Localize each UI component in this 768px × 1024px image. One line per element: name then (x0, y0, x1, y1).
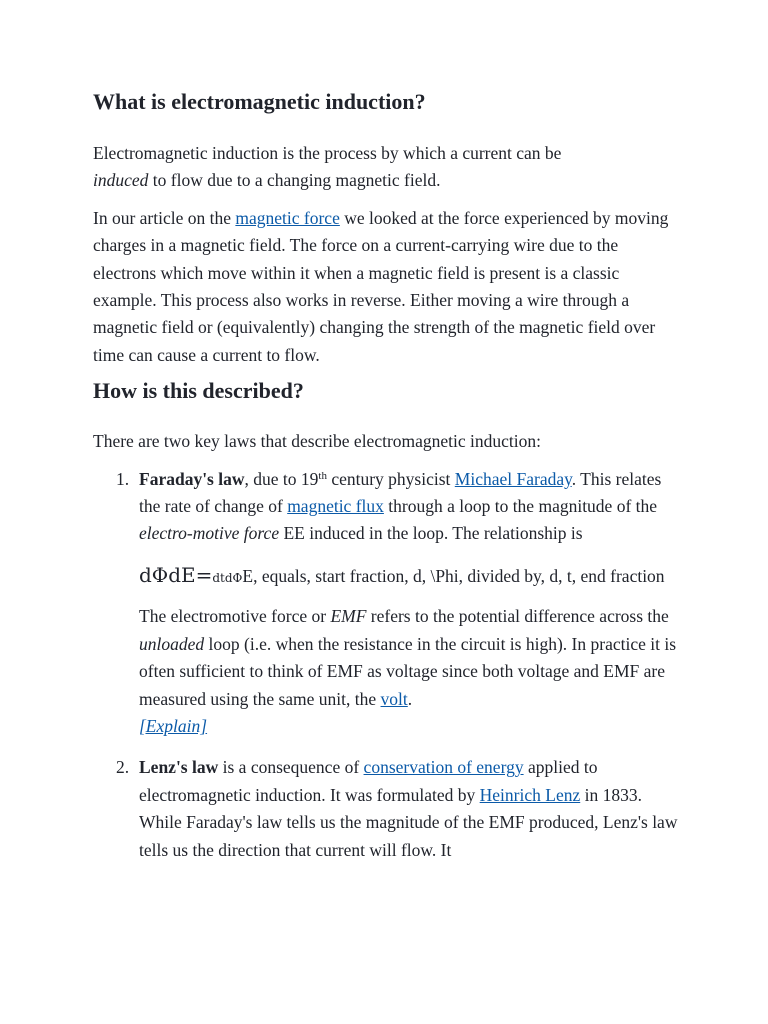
michael-faraday-link[interactable]: Michael Faraday (454, 468, 572, 489)
laws-list (93, 466, 678, 864)
intro-text-b: to flow due to a changing magnetic field. (148, 170, 441, 191)
faraday-text-3: . This relates the rate of change of (139, 468, 662, 517)
lenz-text-1: is a consequence of (218, 757, 364, 778)
list-item-faradays-law (93, 466, 678, 741)
emf-abbrev-emphasis: EMF (330, 606, 367, 627)
emf-text-c: loop (i.e. when the resistance in the circuit is high). In practice it is often sufficient to think of EMF as voltage since both voltage and EMF are measured using the same unit, the (139, 633, 677, 709)
paragraph-text-b: we looked at the force experienced by moving charges in a magnetic field. The force on a current-carrying wire due to the electrons which move within it when a magnetic field is present is a classic example. This process also works in reverse. Either moving a wire through a magnetic field or (equivalently) changing the strength of the magnetic field over time can cause a current to flow. (93, 207, 669, 365)
formula-large-glyphs: dΦdE= (139, 562, 213, 587)
list-number: 2. (116, 757, 130, 778)
unloaded-emphasis: unloaded (139, 633, 205, 654)
faraday-text-5: EE induced in the loop. The relationship is (279, 523, 583, 544)
induced-emphasis: induced (93, 170, 149, 191)
lenz-text-3: in 1833. While Faraday's law tells us the magnitude of the EMF produced, Lenz's law tells us the direction that current will flow. It (139, 784, 678, 860)
ordinal-suffix: th (318, 469, 327, 482)
magnetic-force-paragraph (93, 205, 678, 369)
faraday-text-2: century physicist (326, 468, 455, 489)
faraday-text-4: through a loop to the magnitude of the (383, 496, 658, 517)
magnetic-flux-link[interactable]: magnetic flux (287, 496, 384, 517)
lenz-text-2: applied to electromagnetic induction. It was formulated by (139, 757, 598, 805)
emf-text-d: . (407, 688, 413, 709)
heinrich-lenz-link[interactable]: Heinrich Lenz (479, 784, 581, 805)
explain-link[interactable]: [Explain] (139, 715, 208, 736)
intro-text-a: Electromagnetic induction is the process by which a current can be (93, 143, 562, 163)
lenz-description (139, 754, 678, 864)
section-heading-what-is-induction: What is electromagnetic induction? (93, 89, 426, 114)
lenzs-law-term: Lenz's law (139, 757, 219, 778)
volt-link[interactable]: volt (380, 688, 408, 709)
emf-text-a: The electromotive force or (139, 606, 331, 627)
emf-explanation (139, 603, 678, 740)
paragraph-text-a: In our article on the (93, 207, 236, 228)
intro-paragraph (93, 140, 603, 195)
conservation-of-energy-link[interactable]: conservation of energy (363, 757, 524, 778)
formula-small-glyphs: dtdΦ (212, 570, 243, 585)
faraday-formula (139, 562, 678, 592)
faraday-text-1: , due to 19 (244, 468, 319, 489)
list-number: 1. (116, 468, 130, 489)
article-content (93, 88, 678, 864)
emf-text-b: refers to the potential difference across the (366, 606, 669, 627)
laws-intro-paragraph: There are two key laws that describe electromagnetic induction: (93, 431, 542, 452)
list-item-lenzs-law (93, 754, 678, 864)
magnetic-force-link[interactable]: magnetic force (235, 207, 340, 228)
faradays-law-term: Faraday's law (139, 468, 245, 489)
section-heading-how-described: How is this described? (93, 378, 304, 404)
faraday-description (139, 466, 678, 548)
emf-emphasis: electro-motive force (139, 523, 280, 544)
formula-spoken-text: E, equals, start fraction, d, \Phi, divided by, d, t, end fraction (242, 565, 665, 586)
